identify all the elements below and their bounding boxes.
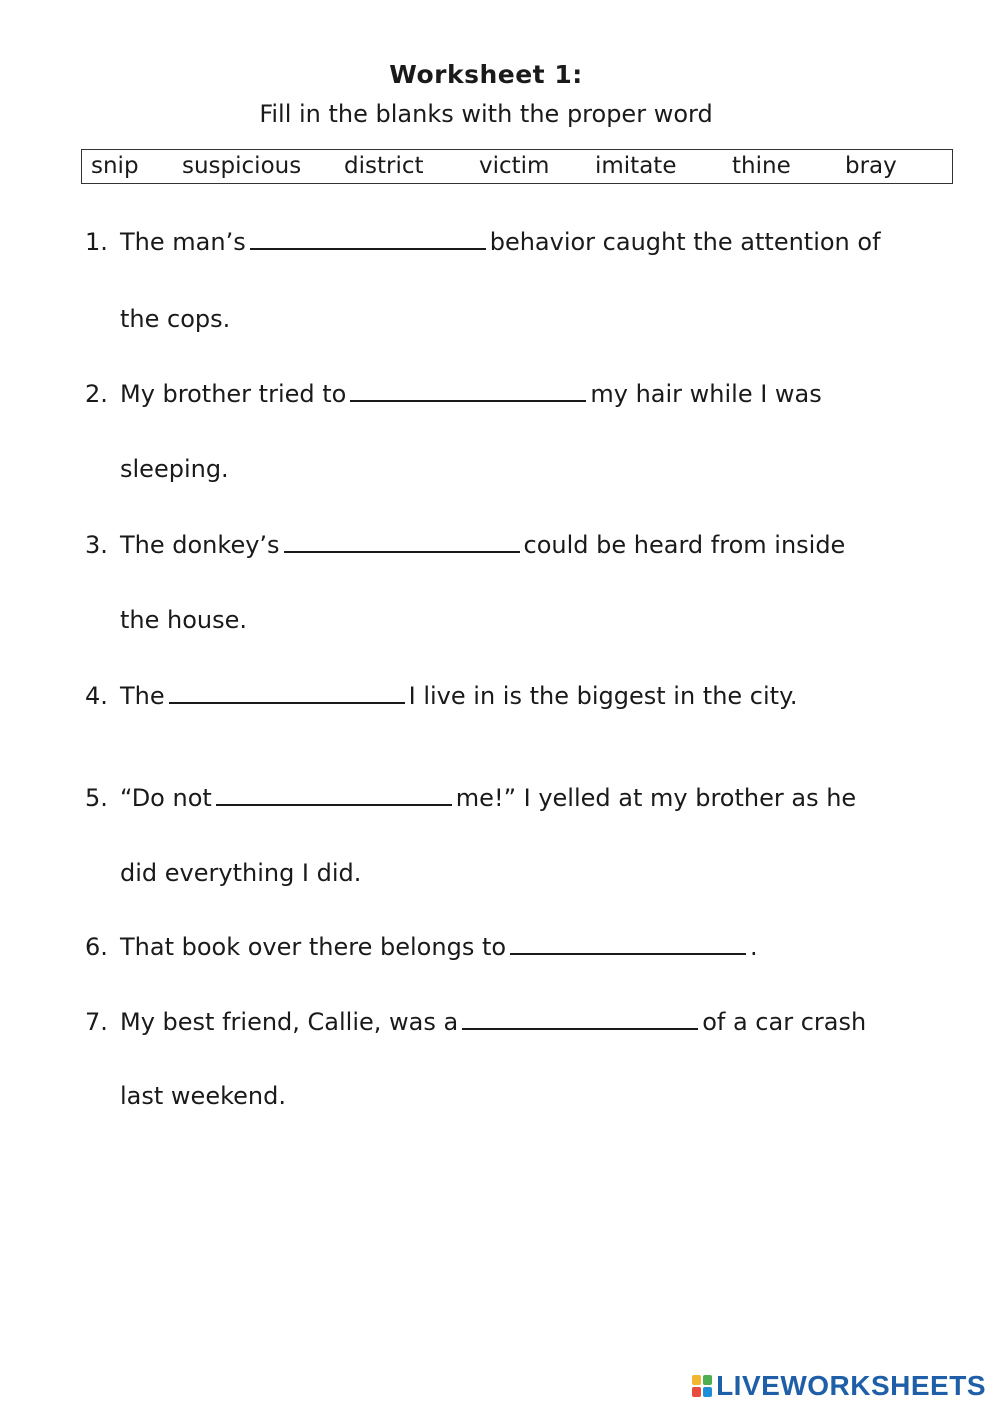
answer-blank-7[interactable] (462, 1010, 698, 1030)
answer-blank-2[interactable] (350, 382, 586, 402)
question-number: 4. (85, 682, 108, 710)
logo-text: LIVEWORKSHEETS (716, 1370, 986, 1401)
question-number: 5. (85, 784, 108, 812)
answer-blank-5[interactable] (216, 786, 452, 806)
question-text: My best friend, Callie, was a of a car crash (120, 1008, 867, 1036)
word-bank-item: snip (91, 153, 139, 179)
liveworksheets-logo-icon (692, 1375, 712, 1397)
question-text: My brother tried to my hair while I was (120, 380, 822, 408)
question-text-continued: the house. (120, 606, 248, 634)
question-number: 3. (85, 531, 108, 559)
question-text: That book over there belongs to . (120, 933, 758, 961)
answer-blank-4[interactable] (169, 684, 405, 704)
worksheet-title: Worksheet 1: (389, 60, 583, 89)
word-bank-item: suspicious (182, 153, 302, 179)
answer-blank-3[interactable] (284, 533, 520, 553)
liveworksheets-logo (692, 1370, 986, 1402)
question-number: 1. (85, 228, 108, 256)
question-number: 7. (85, 1008, 108, 1036)
question-text-continued: did everything I did. (120, 859, 362, 887)
answer-blank-6[interactable] (510, 935, 746, 955)
question-text: The I live in is the biggest in the city. (120, 682, 798, 710)
word-bank-item: thine (732, 153, 791, 179)
word-bank-item: victim (479, 153, 550, 179)
word-bank-item: bray (845, 153, 897, 179)
question-number: 2. (85, 380, 108, 408)
word-bank-item: imitate (595, 153, 677, 179)
answer-blank-1[interactable] (250, 230, 486, 250)
question-text-continued: last weekend. (120, 1082, 286, 1110)
question-text: “Do not me!” I yelled at my brother as he (120, 784, 857, 812)
worksheet-subtitle: Fill in the blanks with the proper word (259, 100, 713, 128)
word-bank-item: district (344, 153, 424, 179)
question-text-continued: the cops. (120, 305, 231, 333)
question-number: 6. (85, 933, 108, 961)
question-text: The man’s behavior caught the attention of (120, 228, 881, 256)
question-text: The donkey’s could be heard from inside (120, 531, 846, 559)
question-text-continued: sleeping. (120, 455, 229, 483)
word-bank (81, 149, 953, 184)
